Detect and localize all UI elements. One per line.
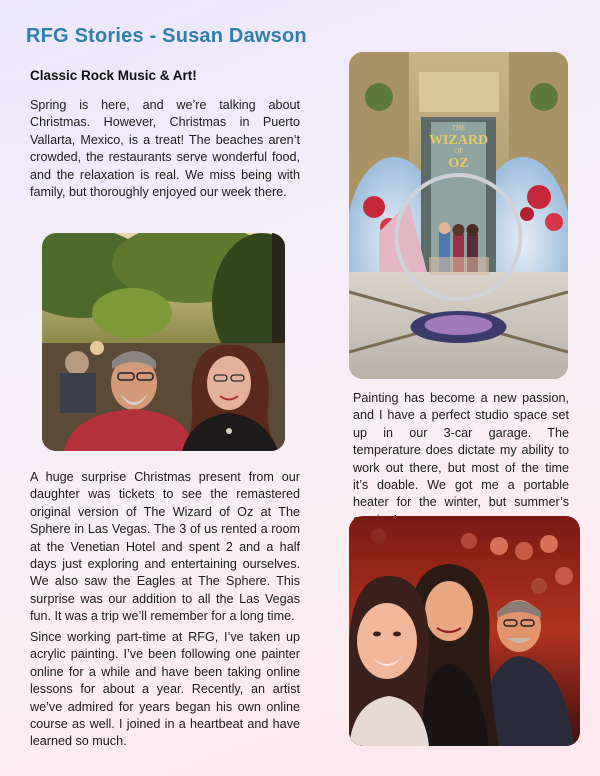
wizard-sign-text-wizard: WIZARD bbox=[428, 133, 489, 148]
wizard-sign-text-the: THE bbox=[451, 124, 466, 132]
paragraph-studio-space: Painting has become a new passion, and I have a perfect studio space set up in our 3-car garage. The temperature does dictate my ability to work out there, but most of the time it’s doable. We got me a portable heater for the winter, but summer’s bbox=[353, 391, 569, 510]
couple-palm-trees-photo bbox=[42, 233, 285, 451]
wizard-sign-text-oz: OZ bbox=[448, 156, 469, 171]
section-subtitle: Classic Rock Music & Art! bbox=[30, 68, 197, 83]
paragraph-acrylic-painting: Since working part-time at RFG, I’ve taken up acrylic painting. I’ve been following one painter online for a while and have been taking online lessons for about a year. Recently, an artist we’ve admired for years began his own online course as well. I joined in a heartbeat and have learned so much. bbox=[30, 630, 300, 749]
wizard-of-oz-display-photo bbox=[349, 52, 568, 379]
paragraph-wizard-of-oz: A huge surprise Christmas present from our daughter was tickets to see the remastered original version of The Wizard of Oz at The Sphere in Las Vegas. The 3 of us rented a room at the Venetian Hotel and spent 2 and a half days just exploring and entertaining ourselves. We also saw the Eagles at The Sphere. This surprise was our addition to all the Las Vegas fun. It was a trip we’ll remember for a long time. bbox=[30, 470, 300, 624]
paragraph-puerto-vallarta: Spring is here, and we’re talking about Christmas. However, Christmas in Puerto Vallarta, Mexico, is a treat! The beaches aren’t crowded, the restaurants serve wonderful food, and the relaxation is real. We miss being with family, but thoroughly enjoyed our week there. bbox=[30, 98, 300, 200]
page-title: RFG Stories - Susan Dawson bbox=[26, 25, 307, 47]
wizard-sign-text-of: OF bbox=[454, 147, 463, 155]
concert-selfie-photo bbox=[349, 516, 580, 746]
